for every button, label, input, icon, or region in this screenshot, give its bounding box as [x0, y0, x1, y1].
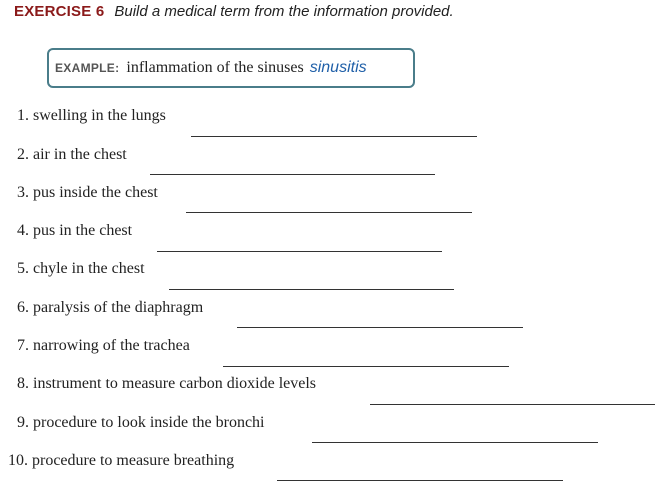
exercise-instruction: Build a medical term from the information provided. [114, 3, 454, 20]
question-number: 2. [17, 146, 29, 163]
question-item-1 [17, 107, 166, 125]
question-item-6 [17, 299, 203, 317]
answer-blank-7[interactable] [223, 366, 509, 367]
question-number: 8. [17, 375, 29, 392]
answer-blank-6[interactable] [237, 327, 523, 328]
question-number: 6. [17, 299, 29, 316]
question-item-4 [17, 222, 132, 240]
answer-blank-8[interactable] [370, 404, 655, 405]
answer-blank-3[interactable] [186, 212, 472, 213]
answer-blank-9[interactable] [312, 442, 598, 443]
question-text: narrowing of the trachea [33, 337, 190, 354]
example-label: EXAMPLE: [55, 61, 120, 75]
question-text: swelling in the lungs [33, 107, 166, 124]
question-text: pus inside the chest [33, 184, 158, 201]
question-number: 9. [17, 414, 29, 431]
question-number: 3. [17, 184, 29, 201]
answer-blank-4[interactable] [157, 251, 442, 252]
question-text: chyle in the chest [33, 260, 145, 277]
answer-blank-2[interactable] [150, 174, 435, 175]
question-text: procedure to look inside the bronchi [33, 414, 265, 431]
example-text: inflammation of the sinuses [126, 59, 304, 76]
question-text: air in the chest [33, 146, 127, 163]
question-number: 5. [17, 260, 29, 277]
answer-blank-10[interactable] [277, 480, 563, 481]
question-text: paralysis of the diaphragm [33, 299, 204, 316]
exercise-header [14, 3, 454, 21]
answer-blank-1[interactable] [191, 136, 477, 137]
question-item-8 [17, 375, 316, 393]
question-item-9 [17, 414, 265, 432]
question-number: 10. [8, 452, 28, 469]
question-text: instrument to measure carbon dioxide levels [33, 375, 317, 392]
question-text: procedure to measure breathing [32, 452, 235, 469]
question-item-5 [17, 260, 145, 278]
example-box [47, 48, 415, 88]
answer-blank-5[interactable] [169, 289, 454, 290]
question-number: 4. [17, 222, 29, 239]
question-item-10 [8, 452, 234, 470]
question-item-7 [17, 337, 190, 355]
question-text: pus in the chest [33, 222, 133, 239]
exercise-label: EXERCISE 6 [14, 3, 105, 20]
question-item-2 [17, 146, 127, 164]
question-number: 7. [17, 337, 29, 354]
example-answer: sinusitis [309, 59, 367, 76]
question-item-3 [17, 184, 158, 202]
question-number: 1. [17, 107, 29, 124]
